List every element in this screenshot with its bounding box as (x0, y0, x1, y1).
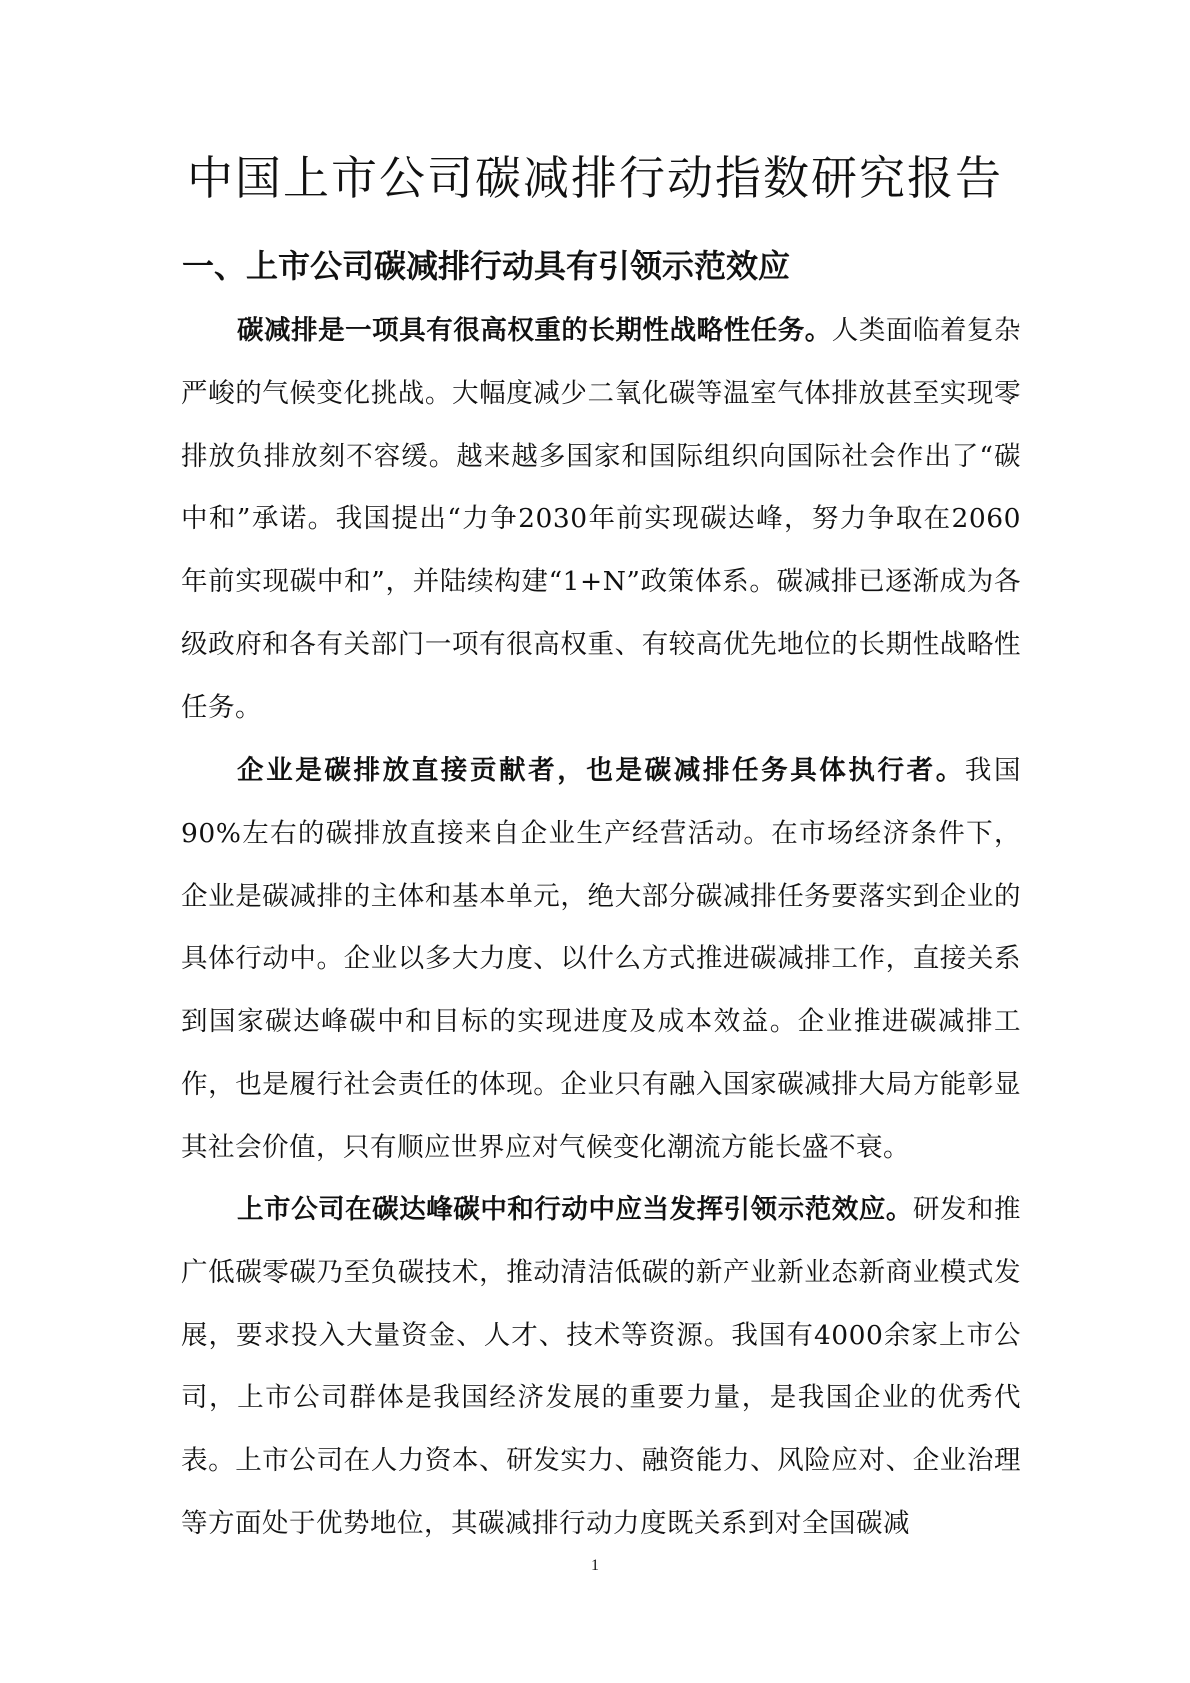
paragraph-3 (181, 1179, 1021, 1556)
paragraph-lead: 上市公司在碳达峰碳中和行动中应当发挥引领示范效应。 (237, 1194, 913, 1225)
paragraph-lead: 企业是碳排放直接贡献者，也是碳减排任务具体执行者。 (237, 755, 965, 786)
paragraph-2 (181, 740, 1021, 1180)
paragraph-lead: 碳减排是一项具有很高权重的长期性战略性任务。 (237, 315, 832, 346)
paragraph-body: 研发和推广低碳零碳乃至负碳技术，推动清洁低碳的新产业新业态新商业模式发展，要求投入大量资金、人才、技术等资源。我国有4000余家上市公司，上市公司群体是我国经济发展的重要力量，是我国企业的优秀代表。上市公司在人力资本、研发实力、融资能力、风险应对、企业治理等方面处于优势地位，其碳减排行动力度既关系到对全国碳减 (181, 1194, 1022, 1539)
section-heading: 一、上市公司碳减排行动具有引领示范效应 (182, 247, 791, 285)
document-title: 中国上市公司碳减排行动指数研究报告 (187, 151, 1003, 205)
paragraph-1 (181, 300, 1021, 740)
page-number: 1 (591, 1557, 599, 1574)
paragraph-body: 我国90%左右的碳排放直接来自企业生产经营活动。在市场经济条件下，企业是碳减排的主体和基本单元，绝大部分碳减排任务要落实到企业的具体行动中。企业以多大力度、以什么方式推进碳减排工作，直接关系到国家碳达峰碳中和目标的实现进度及成本效益。企业推进碳减排工作，也是履行社会责任的体现。企业只有融入国家碳减排大局方能彰显其社会价值，只有顺应世界应对气候变化潮流方能长盛不衰。 (181, 755, 1022, 1163)
paragraph-body: 人类面临着复杂严峻的气候变化挑战。大幅度减少二氧化碳等温室气体排放甚至实现零排放负排放刻不容缓。越来越多国家和国际组织向国际社会作出了“碳中和”承诺。我国提出“力争2030年前实现碳达峰，努力争取在2060年前实现碳中和”，并陆续构建“1+N”政策体系。碳减排已逐渐成为各级政府和各有关部门一项有很高权重、有较高优先地位的长期性战略性任务。 (181, 315, 1022, 723)
